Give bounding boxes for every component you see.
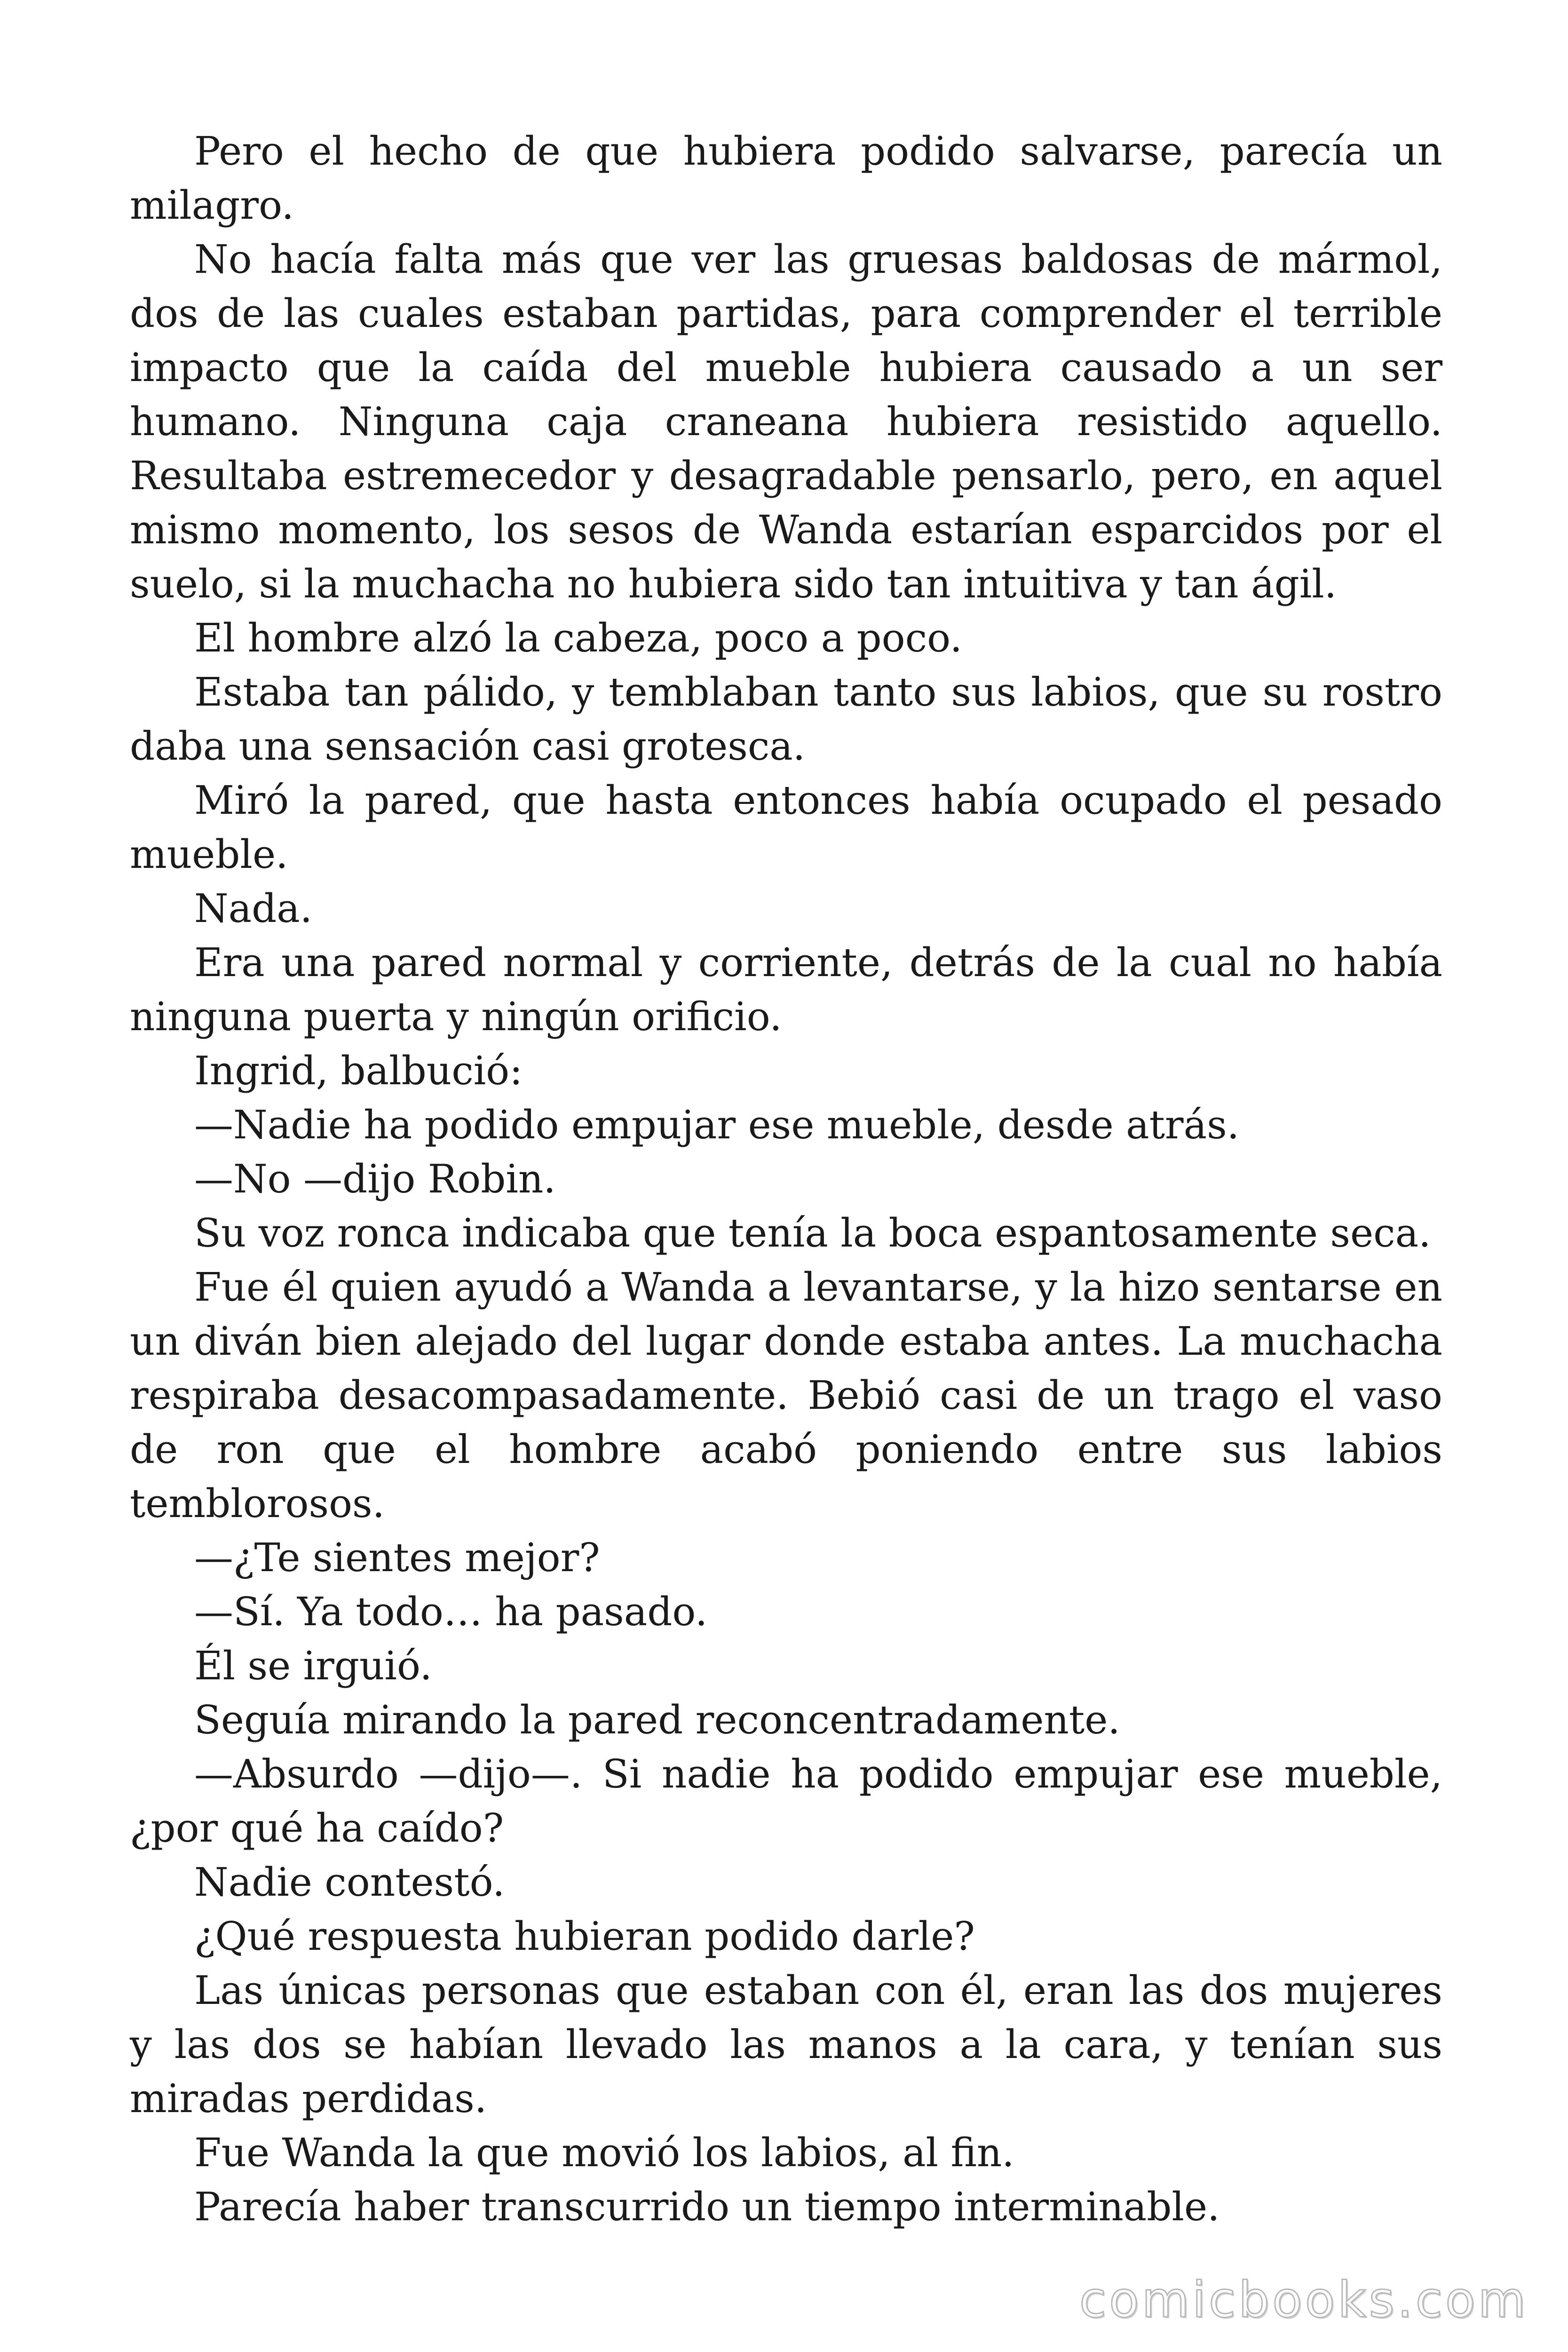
paragraph: Miró la pared, que hasta entonces había ocupado el pesado mueble. [130,778,1442,877]
paragraph: Su voz ronca indicaba que tenía la boca espantosamente seca. [194,1210,1431,1256]
paragraph: Seguía mirando la pared reconcentradamente. [194,1697,1120,1743]
dialogue-line: —Absurdo —dijo—. Si nadie ha podido empujar ese mueble, ¿por qué ha caído? [130,1751,1442,1851]
paragraph: Nada. [194,886,313,931]
paragraph: Ingrid, balbució: [194,1048,523,1094]
dialogue-line: —Sí. Ya todo… ha pasado. [194,1589,708,1635]
watermark-logo: comicbooks.com [1079,2271,1528,2328]
paragraph: Él se irguió. [194,1643,432,1689]
paragraph: Fue Wanda la que movió los labios, al fin. [194,2130,1014,2176]
paragraph: Las únicas personas que estaban con él, eran las dos mujeres y las dos se habían llevado las manos a la cara, y tenían sus miradas perdidas. [130,1968,1442,2122]
paragraph: Parecía haber transcurrido un tiempo interminable. [194,2184,1220,2230]
dialogue-line: —Nadie ha podido empujar ese mueble, desde atrás. [194,1102,1240,1148]
book-page-body [130,124,1442,2234]
dialogue-line: —No —dijo Robin. [194,1156,556,1202]
paragraph: Nadie contestó. [194,1859,505,1905]
paragraph: Pero el hecho de que hubiera podido salvarse, parecía un milagro. [130,128,1442,228]
paragraph: ¿Qué respuesta hubieran podido darle? [194,1914,975,1959]
paragraph: Era una pared normal y corriente, detrás de la cual no había ninguna puerta y ningún orificio. [130,940,1442,1040]
paragraph: No hacía falta más que ver las gruesas baldosas de mármol, dos de las cuales estaban partidas, para comprender el terrible impacto que la caída del mueble hubiera causado a un ser humano. Ninguna caja craneana hubiera resistido aquello. Resultaba estremecedor y desagradable pensarlo, pero, en aquel mismo momento, los sesos de Wanda estarían esparcidos por el suelo, si la muchacha no hubiera sido tan intuitiva y tan ágil. [130,237,1442,607]
dialogue-line: —¿Te sientes mejor? [194,1535,600,1581]
paragraph: Fue él quien ayudó a Wanda a levantarse, y la hizo sentarse en un diván bien alejado del lugar donde estaba antes. La muchacha respiraba desacompasadamente. Bebió casi de un trago el vaso de ron que el hombre acabó poniendo entre sus labios temblorosos. [130,1264,1442,1526]
paragraph: Estaba tan pálido, y temblaban tanto sus labios, que su rostro daba una sensación casi grotesca. [130,669,1442,769]
paragraph: El hombre alzó la cabeza, poco a poco. [194,615,962,661]
